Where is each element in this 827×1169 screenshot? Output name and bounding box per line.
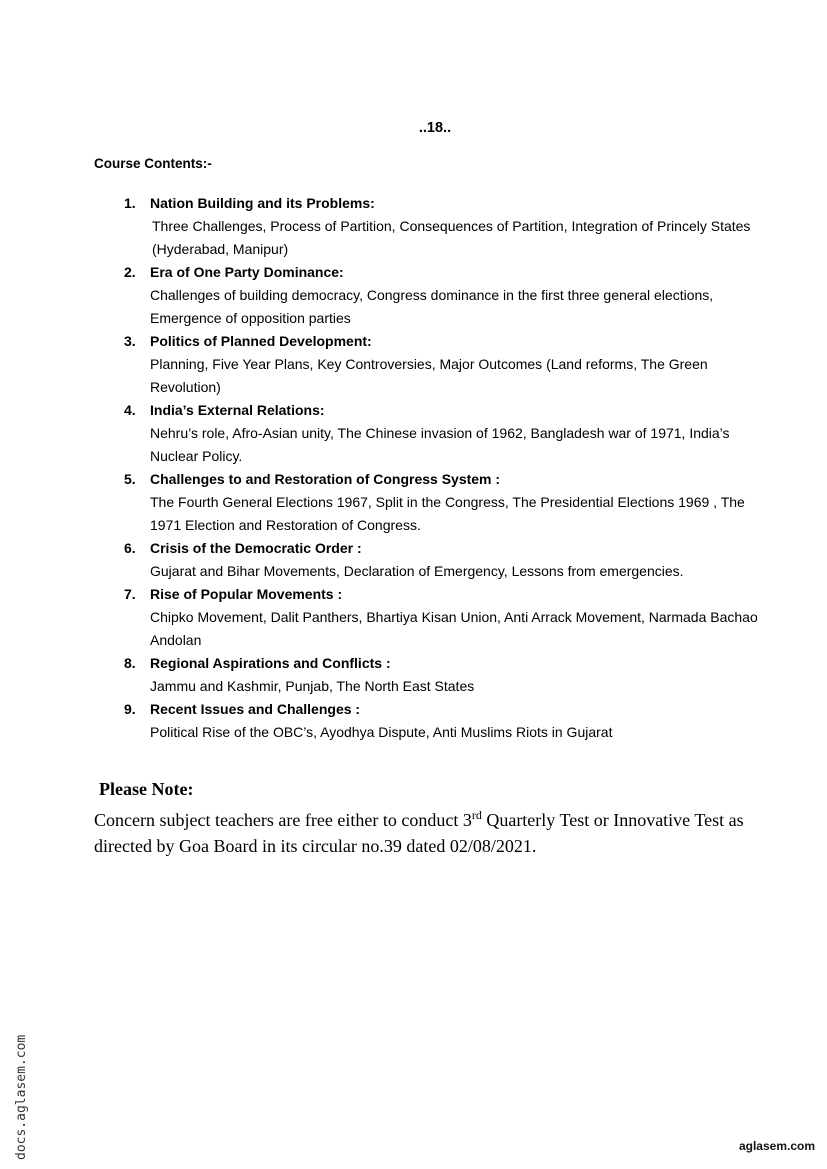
item-description: Nehru’s role, Afro-Asian unity, The Chinese invasion of 1962, Bangladesh war of 1971, India’s Nuclear Policy. <box>150 425 730 464</box>
item-description: Planning, Five Year Plans, Key Controversies, Major Outcomes (Land reforms, The Green Revolution) <box>150 356 708 395</box>
course-contents-heading: Course Contents:- <box>94 156 212 171</box>
list-item <box>94 698 774 744</box>
item-description: Gujarat and Bihar Movements, Declaration of Emergency, Lessons from emergencies. <box>150 563 684 579</box>
item-description: Political Rise of the OBC’s, Ayodhya Dispute, Anti Muslims Riots in Gujarat <box>150 724 613 740</box>
item-number: 6. <box>124 540 136 556</box>
list-item <box>94 652 774 698</box>
side-watermark: docs.aglasem.com <box>14 1034 29 1160</box>
item-number: 8. <box>124 655 136 671</box>
corner-watermark: aglasem.com <box>738 1139 815 1153</box>
item-number: 1. <box>124 195 136 211</box>
item-number: 2. <box>124 264 136 280</box>
list-item <box>94 192 774 261</box>
list-item <box>94 537 774 583</box>
item-title: Challenges to and Restoration of Congress System : <box>150 471 501 487</box>
item-number: 4. <box>124 402 136 418</box>
note-title: Please Note: <box>99 779 194 799</box>
list-item <box>94 583 774 652</box>
item-title: Nation Building and its Problems: <box>150 195 375 211</box>
item-number: 9. <box>124 701 136 717</box>
course-contents-list <box>94 192 774 744</box>
item-description: Challenges of building democracy, Congress dominance in the first three general elections, Emergence of opposition parties <box>150 287 714 326</box>
note-superscript: rd <box>471 808 482 822</box>
note-text <box>94 802 784 859</box>
item-number: 3. <box>124 333 136 349</box>
item-description: Jammu and Kashmir, Punjab, The North East States <box>150 678 475 694</box>
item-number: 5. <box>124 471 136 487</box>
page-number: ..18.. <box>418 120 452 136</box>
item-number: 7. <box>124 586 136 602</box>
please-note-block <box>94 776 784 859</box>
item-title: India’s External Relations: <box>150 402 325 418</box>
list-item <box>94 468 774 537</box>
item-description: Chipko Movement, Dalit Panthers, Bhartiya Kisan Union, Anti Arrack Movement, Narmada Bachao Andolan <box>150 609 758 648</box>
item-title: Recent Issues and Challenges : <box>150 701 361 717</box>
item-title: Regional Aspirations and Conflicts : <box>150 655 391 671</box>
list-item <box>94 261 774 330</box>
item-title: Crisis of the Democratic Order : <box>150 540 362 556</box>
item-title: Rise of Popular Movements : <box>150 586 343 602</box>
item-description: Three Challenges, Process of Partition, Consequences of Partition, Integration of Princely States (Hyderabad, Manipur) <box>152 218 751 257</box>
note-text-end: Quarterly Test or Innovative Test as directed by Goa Board in its circular no.39 dated 02/08/2021. <box>94 810 744 856</box>
list-item <box>94 399 774 468</box>
item-title: Politics of Planned Development: <box>150 333 372 349</box>
note-text-start: Concern subject teachers are free either to conduct 3 <box>94 810 472 830</box>
list-item <box>94 330 774 399</box>
item-description: The Fourth General Elections 1967, Split in the Congress, The Presidential Elections 1969 , The 1971 Election and Restoration of Congress. <box>150 494 745 533</box>
item-title: Era of One Party Dominance: <box>150 264 344 280</box>
